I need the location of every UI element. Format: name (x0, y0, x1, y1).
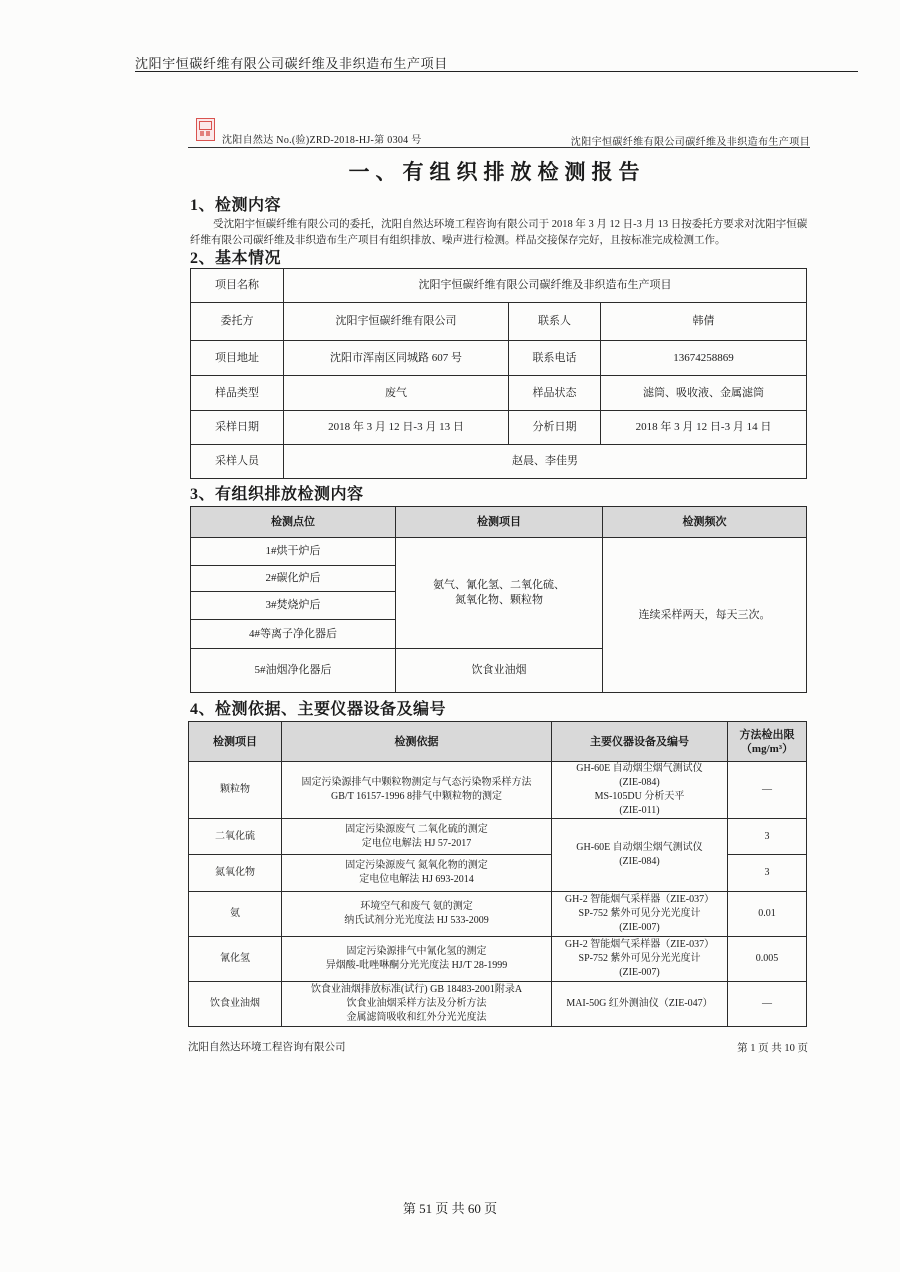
instrument-line: GH-60E 自动烟尘烟气测试仪 (576, 842, 703, 853)
method-item: 颗粒物 (189, 762, 282, 819)
point-cell: 5#油烟净化器后 (191, 649, 396, 693)
method-basis (282, 937, 552, 982)
value-sampling-date: 2018 年 3 月 12 日-3 月 13 日 (284, 411, 509, 445)
point-cell: 2#碳化炉后 (191, 566, 396, 592)
label-samplers: 采样人员 (191, 445, 284, 479)
method-limit: 0.005 (728, 937, 807, 982)
value-client: 沈阳宇恒碳纤维有限公司 (284, 303, 509, 341)
basis-line: 固定污染源废气 二氧化硫的测定 (345, 823, 488, 835)
report-project-header: 沈阳宇恒碳纤维有限公司碳纤维及非织造布生产项目 (570, 137, 810, 148)
point-cell: 4#等离子净化器后 (191, 620, 396, 649)
report-header-divider (188, 147, 810, 148)
basis-line: 固定污染源排气中氰化氢的测定 (346, 946, 487, 957)
items-line: 氮氧化物、颗粒物 (455, 594, 543, 606)
label-contact: 联系人 (509, 303, 601, 341)
method-basis (282, 892, 552, 937)
label-sampling-date: 采样日期 (191, 411, 284, 445)
section-heading-methods: 4、检测依据、主要仪器设备及编号 (190, 701, 447, 718)
instrument-line: (ZIE-084) (619, 856, 660, 867)
basis-line: 饮食业油烟采样方法及分析方法 (346, 998, 487, 1009)
value-address: 沈阳市浑南区同城路 607 号 (284, 341, 509, 376)
method-basis (282, 819, 552, 855)
basis-line: 定电位电解法 HJ 693-2014 (359, 874, 474, 885)
report-number: 沈阳自然达 No.(验)ZRD-2018-HJ-第 0304 号 (222, 135, 422, 146)
value-sample-type: 废气 (284, 376, 509, 411)
value-phone: 13674258869 (601, 341, 807, 376)
basis-line: 金属滤筒吸收和红外分光光度法 (346, 1012, 487, 1023)
value-project-name: 沈阳宇恒碳纤维有限公司碳纤维及非织造布生产项目 (284, 269, 807, 303)
point-cell: 3#焚烧炉后 (191, 592, 396, 620)
col-header-frequency: 检测频次 (603, 507, 807, 538)
label-address: 项目地址 (191, 341, 284, 376)
method-limit: 0.01 (728, 892, 807, 937)
items-group-cell (396, 538, 603, 649)
method-instrument (552, 762, 728, 819)
label-client: 委托方 (191, 303, 284, 341)
label-project-name: 项目名称 (191, 269, 284, 303)
page-number: 第 51 页 共 60 页 (402, 1201, 498, 1216)
method-limit: — (728, 982, 807, 1027)
instrument-line: GH-2 智能烟气采样器（ZIE-037） (564, 939, 715, 950)
method-limit: 3 (728, 855, 807, 892)
basis-line: 固定污染源废气 氮氧化物的测定 (345, 860, 488, 871)
instrument-line: MS-105DU 分析天平 (594, 791, 685, 802)
footer-company: 沈阳自然达环境工程咨询有限公司 (188, 1042, 346, 1053)
basic-info-table (190, 268, 807, 479)
section-heading-detection-content: 1、检测内容 (190, 197, 282, 214)
col-header-basis: 检测依据 (282, 722, 552, 762)
method-basis (282, 982, 552, 1027)
label-analysis-date: 分析日期 (509, 411, 601, 445)
method-basis (282, 762, 552, 819)
items-group-cell: 饮食业油烟 (396, 649, 603, 693)
report-title: 一、有组织排放检测报告 (348, 160, 646, 184)
label-sample-state: 样品状态 (509, 376, 601, 411)
method-instrument (552, 819, 728, 892)
instrument-line: SP-752 紫外可见分光光度计 (578, 908, 701, 919)
value-samplers: 赵晨、李佳男 (284, 445, 807, 479)
method-instrument (552, 937, 728, 982)
basis-line: 环境空气和废气 氨的测定 (360, 901, 473, 912)
method-item: 氨 (189, 892, 282, 937)
method-limit: — (728, 762, 807, 819)
method-item: 饮食业油烟 (189, 982, 282, 1027)
method-item: 氮氧化物 (189, 855, 282, 892)
frequency-cell: 连续采样两天，每天三次。 (603, 538, 807, 693)
method-instrument (552, 982, 728, 1027)
items-line: 氨气、氰化氢、二氧化硫、 (433, 579, 565, 591)
point-cell: 1#烘干炉后 (191, 538, 396, 566)
instrument-line: GH-2 智能烟气采样器（ZIE-037） (564, 894, 715, 905)
limit-header-unit: （mg/m³） (740, 742, 794, 755)
instrument-line: GH-60E 自动烟尘烟气测试仪 (576, 763, 703, 774)
instrument-line: MAI-50G 红外测油仪（ZIE-047） (566, 998, 713, 1009)
col-header-point: 检测点位 (191, 507, 396, 538)
detection-content-paragraph: 受沈阳宇恒碳纤维有限公司的委托，沈阳自然达环境工程咨询有限公司于 2018 年 3 月 12 日-3 月 13 日按委托方要求对沈阳宇恒碳纤维有限公司碳纤维及非织造布生产项目有组织排放、噪声进行检测。样品交接保存完好，且按标准完成检测工作。 (190, 219, 808, 246)
instrument-line: (ZIE-011) (619, 805, 660, 816)
header-divider (135, 71, 858, 72)
value-contact: 韩倩 (601, 303, 807, 341)
label-phone: 联系电话 (509, 341, 601, 376)
value-sample-state: 滤筒、吸收液、金属滤筒 (601, 376, 807, 411)
basis-line: 定电位电解法 HJ 57-2017 (361, 837, 472, 849)
method-item: 氰化氢 (189, 937, 282, 982)
methods-table (188, 721, 807, 1027)
page-header-title: 沈阳宇恒碳纤维有限公司碳纤维及非织造布生产项目 (135, 56, 448, 71)
method-limit: 3 (728, 819, 807, 855)
limit-header-line: 方法检出限 (739, 728, 795, 741)
seal-stamp-icon (196, 118, 215, 141)
basis-line: 异烟酸-吡唑啉酮分光光度法 HJ/T 28-1999 (325, 960, 508, 971)
value-analysis-date: 2018 年 3 月 12 日-3 月 14 日 (601, 411, 807, 445)
label-sample-type: 样品类型 (191, 376, 284, 411)
method-instrument (552, 892, 728, 937)
col-header-limit (728, 722, 807, 762)
instrument-line: SP-752 紫外可见分光光度计 (578, 953, 701, 964)
col-header-item: 检测项目 (189, 722, 282, 762)
section-heading-basic-info: 2、基本情况 (190, 250, 282, 267)
basis-line: GB/T 16157-1996 8排气中颗粒物的测定 (331, 791, 502, 802)
emission-content-table (190, 506, 807, 693)
basis-line: 固定污染源排气中颗粒物测定与气态污染物采样方法 (301, 777, 532, 788)
col-header-item: 检测项目 (396, 507, 603, 538)
method-item: 二氧化硫 (189, 819, 282, 855)
instrument-line: (ZIE-007) (619, 922, 660, 933)
basis-line: 纳氏试剂分光光度法 HJ 533-2009 (344, 915, 489, 926)
instrument-line: (ZIE-084) (619, 777, 660, 788)
col-header-instrument: 主要仪器设备及编号 (552, 722, 728, 762)
instrument-line: (ZIE-007) (619, 967, 660, 978)
method-basis (282, 855, 552, 892)
basis-line: 饮食业油烟排放标准(试行) GB 18483-2001附录A (310, 984, 523, 995)
section-heading-emission-content: 3、有组织排放检测内容 (190, 486, 364, 503)
footer-inner-page-number: 第 1 页 共 10 页 (737, 1043, 808, 1054)
